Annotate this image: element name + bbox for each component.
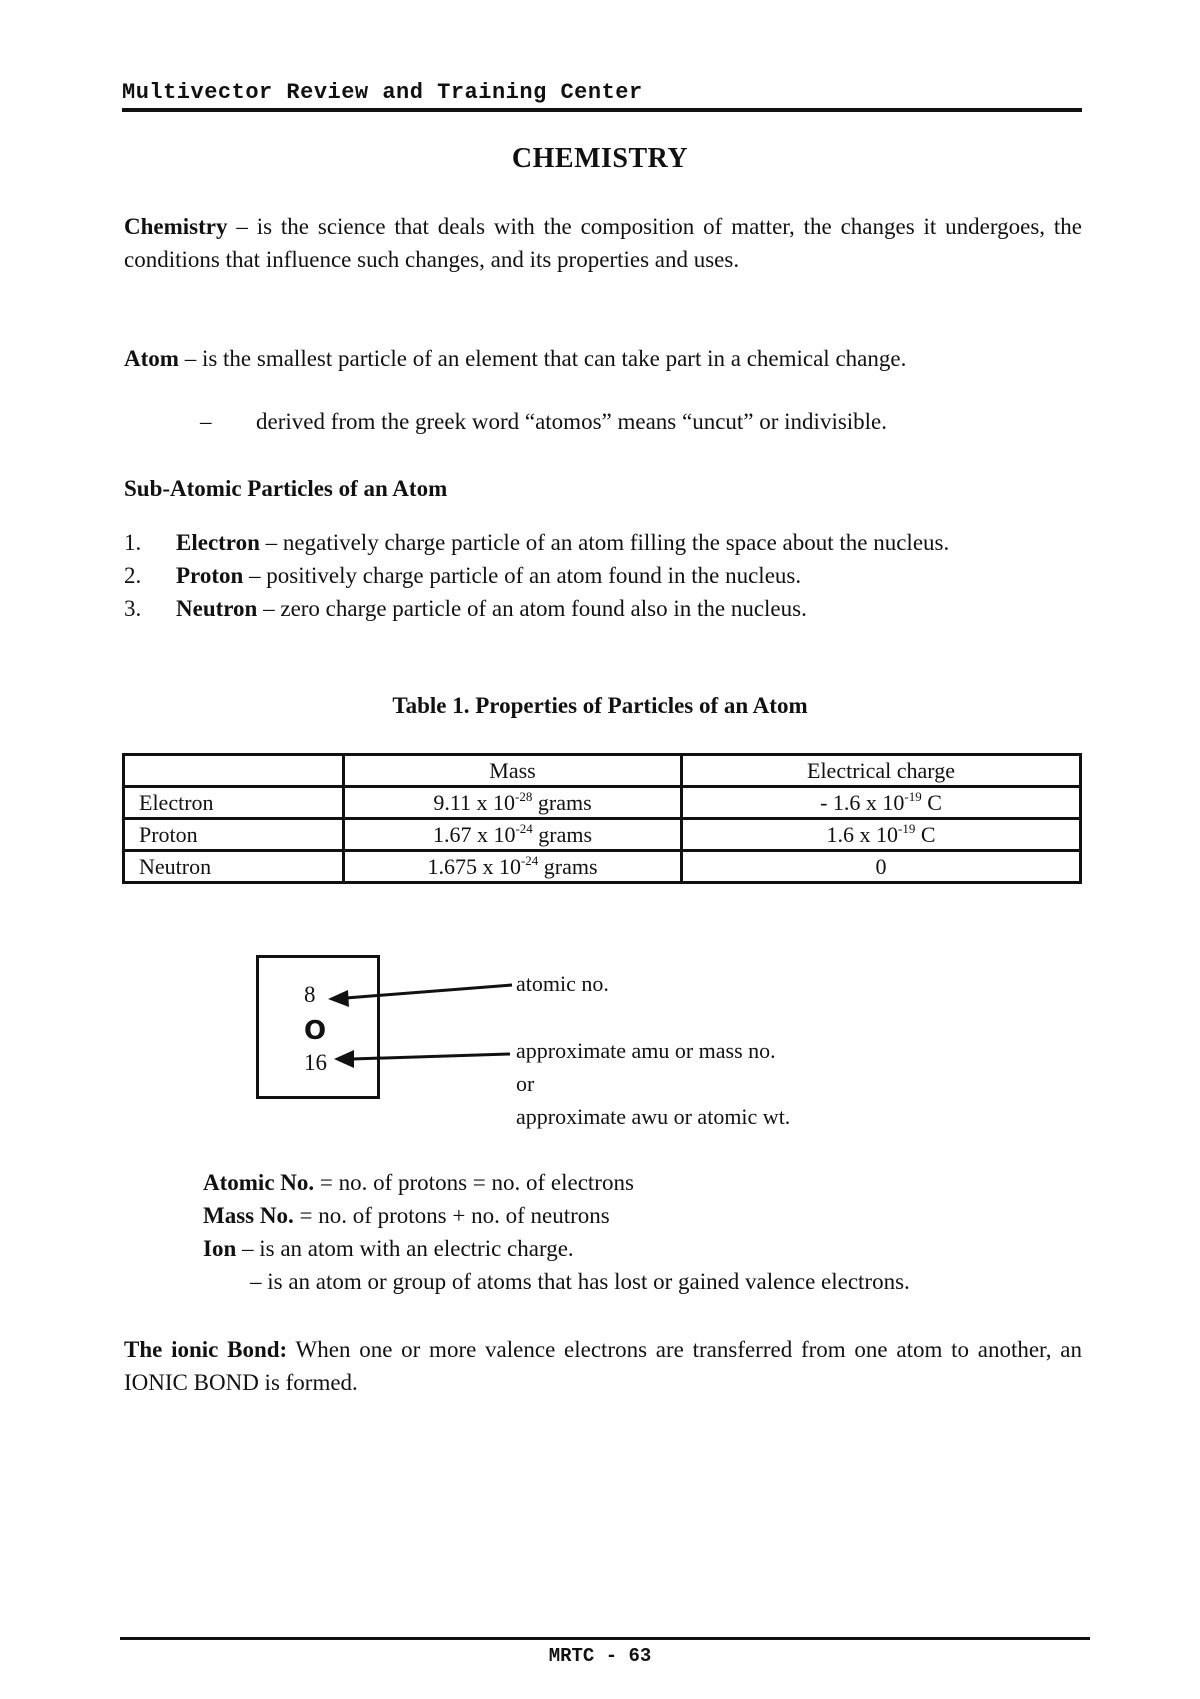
ion-text: – is an atom with an electric charge.: [236, 1236, 574, 1261]
atom-note-dash: –: [200, 409, 212, 434]
atom-note: [200, 409, 887, 435]
atom-term: Atom: [124, 346, 179, 371]
atomic-no-definition: [203, 1170, 634, 1196]
list-item-number: 3.: [124, 596, 142, 621]
header-rule: [122, 108, 1082, 112]
label-or: or: [516, 1071, 535, 1096]
mass-number: 16: [304, 1050, 327, 1075]
label-awu: approximate awu or atomic wt.: [516, 1104, 791, 1129]
table-header-cell: Electrical charge: [682, 755, 1081, 787]
table-row: [124, 851, 1081, 883]
table-row: [124, 787, 1081, 819]
list-item-text: – negatively charge particle of an atom filling the space about the nucleus.: [259, 530, 950, 555]
ion-definition-2: – is an atom or group of atoms that has lost or gained valence electrons.: [250, 1269, 910, 1294]
ion-definition: [203, 1236, 574, 1262]
chemistry-term: Chemistry: [124, 214, 228, 239]
element-symbol: O: [304, 1016, 327, 1046]
table-header-cell: Mass: [344, 755, 682, 787]
particles-table: [122, 753, 1082, 884]
label-atomic-no: atomic no.: [516, 971, 609, 996]
table-header-row: [124, 755, 1081, 787]
subatomic-list: [124, 526, 1082, 625]
mass-no-definition: [203, 1203, 610, 1229]
page-footer: MRTC - 63: [548, 1645, 652, 1667]
list-item-term: Proton: [176, 563, 244, 588]
list-item: [124, 592, 1082, 625]
table-title: Table 1. Properties of Particles of an Atom: [392, 693, 808, 718]
particle-charge: 1.6 x $10^{-19}$ C: [682, 819, 1081, 851]
list-item-text: – positively charge particle of an atom found in the nucleus.: [243, 563, 802, 588]
list-item: [124, 559, 1082, 592]
particle-mass: 1.675 x $10^{-24}$ grams: [344, 851, 682, 883]
label-amu: approximate amu or mass no.: [516, 1038, 776, 1063]
atom-definition-text: – is the smallest particle of an element that can take part in a chemical change.: [178, 346, 907, 371]
list-item-number: 1.: [124, 530, 142, 555]
list-item-number: 2.: [124, 563, 142, 588]
list-item-text: – zero charge particle of an atom found also in the nucleus.: [257, 596, 807, 621]
ionic-bond-term: The ionic Bond:: [124, 1337, 288, 1362]
particle-name: Proton: [124, 819, 344, 851]
mass-no-text: = no. of protons + no. of neutrons: [293, 1203, 610, 1228]
chemistry-definition-text: – is the science that deals with the composition of matter, the changes it undergoes, the conditions that influence such changes, and its properties and uses.: [124, 214, 1082, 272]
chemistry-definition: [124, 210, 1082, 276]
particle-name: Neutron: [124, 851, 344, 883]
particle-mass: 1.67 x $10^{-24}$ grams: [344, 819, 682, 851]
atomic-number: 8: [304, 982, 316, 1007]
page-title: CHEMISTRY: [511, 143, 689, 174]
ion-term: Ion: [203, 1236, 237, 1261]
table-header-cell: [124, 755, 344, 787]
header-org: Multivector Review and Training Center: [122, 80, 643, 105]
list-item-term: Electron: [176, 530, 260, 555]
footer-rule: [120, 1637, 1090, 1640]
atomic-no-term: Atomic No.: [203, 1170, 315, 1195]
particle-name: Electron: [124, 787, 344, 819]
ionic-bond-paragraph: [124, 1333, 1082, 1399]
particle-charge: 0: [682, 851, 1081, 883]
ionic-bond-text: When one or more valence electrons are transferred from one atom to another, an IONIC BOND is formed.: [124, 1337, 1082, 1395]
atomic-no-text: = no. of protons = no. of electrons: [314, 1170, 634, 1195]
particle-charge: - 1.6 x $10^{-19}$ C: [682, 787, 1081, 819]
list-item: [124, 526, 1082, 559]
subatomic-heading: Sub-Atomic Particles of an Atom: [124, 476, 448, 501]
list-item-term: Neutron: [176, 596, 258, 621]
atom-definition: [124, 342, 1082, 375]
atom-note-text: derived from the greek word “atomos” means “uncut” or indivisible.: [256, 409, 888, 434]
particle-mass: 9.11 x $10^{-28}$ grams: [344, 787, 682, 819]
table-row: [124, 819, 1081, 851]
mass-no-term: Mass No.: [203, 1203, 294, 1228]
